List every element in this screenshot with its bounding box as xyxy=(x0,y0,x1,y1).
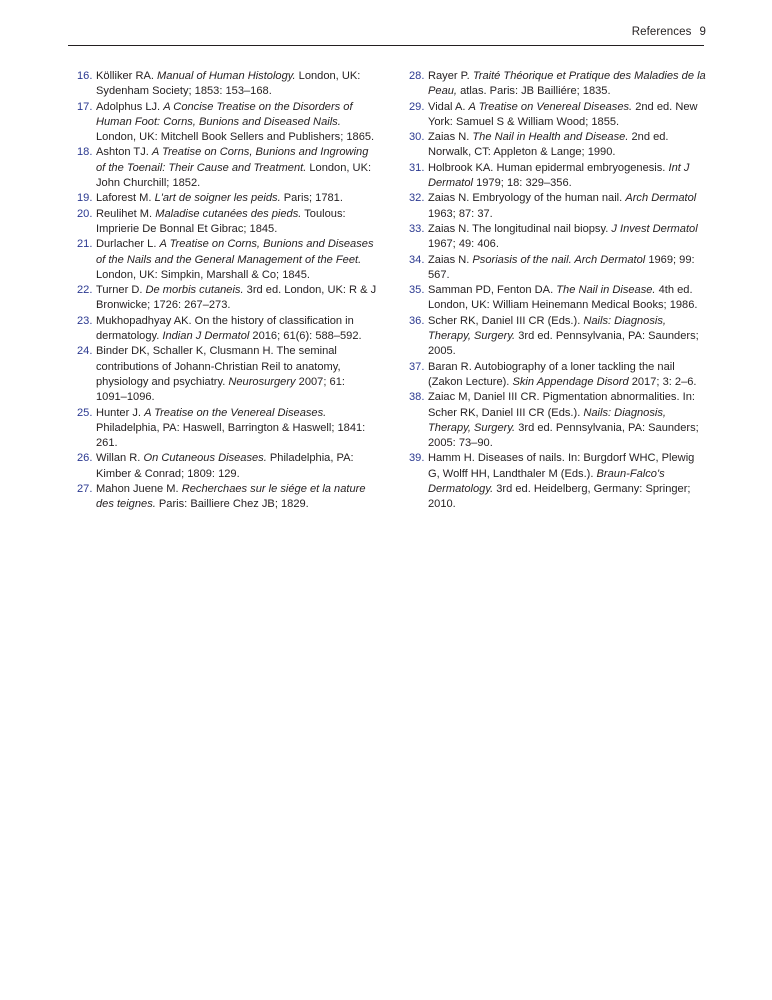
reference-title: A Treatise on Corns, Bunions and Ingrowing of the Toenail: Their Cause and Treatment. xyxy=(96,146,369,174)
reference-authors: Zaias N. xyxy=(428,253,473,266)
reference-authors: Scher RK, Daniel III CR (Eds.). xyxy=(428,314,584,327)
reference-item xyxy=(77,145,377,191)
reference-title: The Nail in Disease. xyxy=(556,284,656,297)
reference-publication: London, UK: Mitchell Book Sellers and Publishers; 1865. xyxy=(96,131,375,144)
reference-title: L'art de soigner les peids. xyxy=(154,192,281,205)
reference-number[interactable]: 24. xyxy=(77,345,93,358)
reference-item xyxy=(409,130,709,161)
reference-publication: 1963; 87: 37. xyxy=(428,207,493,220)
reference-item xyxy=(409,451,709,512)
reference-publication: 2nd ed. Norwalk, CT: Appleton & Lange; 1990. xyxy=(428,131,669,159)
reference-item xyxy=(409,100,709,131)
reference-title: Recherchaes sur le siége et la nature des teignes. xyxy=(96,483,366,511)
reference-authors: Zaias N. xyxy=(428,131,473,144)
reference-title: Manual of Human Histology. xyxy=(157,70,296,82)
section-title: References xyxy=(631,26,692,38)
reference-item xyxy=(409,390,709,451)
reference-title: J Invest Dermatol xyxy=(611,222,698,235)
reference-authors: Vidal A. xyxy=(428,100,469,113)
reference-number[interactable]: 18. xyxy=(77,146,93,159)
reference-title: Int J Dermatol xyxy=(428,161,690,190)
reference-publication: Paris; 1781. xyxy=(280,192,343,205)
reference-authors: Zaiac M, Daniel III CR. Pigmentation abnormalities. In: Scher RK, Daniel III CR (Eds.). xyxy=(428,391,695,419)
reference-item xyxy=(77,100,377,146)
reference-number[interactable]: 23. xyxy=(77,314,93,327)
reference-publication: atlas. Paris: JB Bailliére; 1835. xyxy=(457,85,611,98)
reference-number[interactable]: 19. xyxy=(77,192,93,205)
reference-authors: Baran R. Autobiography of a loner tackling the nail (Zakon Lecture). xyxy=(428,360,675,388)
reference-title: Nails: Diagnosis, Therapy, Surgery. xyxy=(428,314,666,343)
reference-publication: Philadelphia, PA: Haswell, Barrington & Haswell; 1841: 261. xyxy=(96,421,366,450)
reference-title: Maladise cutanées des pieds. xyxy=(155,207,302,220)
reference-number[interactable]: 25. xyxy=(77,406,93,419)
reference-authors: Willan R. xyxy=(96,452,144,465)
reference-publication: 1969; 99: 567. xyxy=(428,253,695,281)
reference-title: A Treatise on Corns, Bunions and Diseases of the Nails and the General Management of the Feet. xyxy=(96,238,374,266)
reference-number[interactable]: 29. xyxy=(409,100,425,113)
reference-item xyxy=(409,360,709,391)
reference-title: Traité Théorique et Pratique des Maladies de la Peau, xyxy=(428,70,706,98)
reference-number[interactable]: 37. xyxy=(409,360,425,373)
reference-publication: London, UK: Sydenham Society; 1853: 153–168. xyxy=(96,70,361,98)
reference-title: Neurosurgery xyxy=(228,375,296,388)
reference-item xyxy=(77,406,377,452)
reference-number[interactable]: 27. xyxy=(77,483,93,496)
reference-number[interactable]: 34. xyxy=(409,253,425,266)
reference-title: A Treatise on the Venereal Diseases. xyxy=(144,406,327,419)
reference-publication: 4th ed. London, UK: William Heinemann Medical Books; 1986. xyxy=(428,284,698,312)
reference-title: Skin Appendage Disord xyxy=(512,375,629,388)
reference-number[interactable]: 20. xyxy=(77,207,93,220)
reference-title: A Treatise on Venereal Diseases. xyxy=(468,100,633,113)
reference-publication: London, UK: Simpkin, Marshall & Co; 1845. xyxy=(96,268,310,281)
reference-authors: Samman PD, Fenton DA. xyxy=(428,284,557,297)
reference-item xyxy=(77,283,377,314)
reference-item xyxy=(77,191,377,206)
reference-number[interactable]: 35. xyxy=(409,284,425,297)
reference-authors: Hamm H. Diseases of nails. In: Burgdorf WHC, Plewig G, Wolff HH, Landthaler M (Eds.). xyxy=(428,452,695,480)
reference-number[interactable]: 28. xyxy=(409,70,425,82)
reference-publication: 3rd ed. Pennsylvania, PA: Saunders; 2005: 73–90. xyxy=(428,421,699,450)
reference-publication: 2007; 61: 1091–1096. xyxy=(96,375,345,404)
reference-number[interactable]: 38. xyxy=(409,391,425,404)
reference-item xyxy=(409,283,709,314)
reference-item xyxy=(77,207,377,238)
reference-number[interactable]: 39. xyxy=(409,452,425,465)
reference-publication: 3rd ed. London, UK: R & J Bronwicke; 1726: 267–273. xyxy=(96,284,377,312)
reference-title: Indian J Dermatol xyxy=(162,330,250,343)
reference-title: Nails: Diagnosis, Therapy, Surgery. xyxy=(428,406,666,434)
reference-authors: Zaias N. The longitudinal nail biopsy. xyxy=(428,222,612,235)
reference-authors: Ashton TJ. xyxy=(96,146,152,159)
reference-title: On Cutaneous Diseases. xyxy=(143,452,267,465)
reference-number[interactable]: 21. xyxy=(77,238,93,251)
reference-number[interactable]: 32. xyxy=(409,192,425,205)
reference-publication: 2nd ed. New York: Samuel S & William Wood; 1855. xyxy=(428,100,698,128)
reference-item xyxy=(409,314,709,360)
reference-item xyxy=(409,253,709,284)
reference-number[interactable]: 26. xyxy=(77,452,93,465)
reference-item xyxy=(77,237,377,283)
reference-publication: 2017; 3: 2–6. xyxy=(628,375,697,388)
reference-item xyxy=(77,482,377,513)
reference-authors: Hunter J. xyxy=(96,406,145,419)
reference-publication: London, UK: John Churchill; 1852. xyxy=(96,161,372,190)
reference-authors: Mahon Juene M. xyxy=(96,483,182,496)
reference-authors: Reulihet M. xyxy=(96,207,156,220)
reference-item xyxy=(409,191,709,222)
reference-authors: Turner D. xyxy=(96,284,146,297)
reference-title: Braun-Falco's Dermatology. xyxy=(428,467,665,496)
reference-item xyxy=(409,222,709,253)
reference-number[interactable]: 22. xyxy=(77,284,93,297)
reference-authors: Rayer P. xyxy=(428,70,473,82)
running-header xyxy=(632,26,706,38)
reference-authors: Durlacher L. xyxy=(96,238,160,251)
reference-item xyxy=(77,451,377,482)
reference-publication: 3rd ed. Pennsylvania, PA: Saunders; 2005. xyxy=(428,330,699,358)
reference-list-right xyxy=(409,69,709,513)
reference-item xyxy=(77,69,377,100)
reference-publication: Philadelphia, PA: Kimber & Conrad; 1809: 129. xyxy=(96,452,354,480)
reference-title: Psoriasis of the nail. Arch Dermatol xyxy=(472,253,646,266)
reference-publication: Paris: Bailliere Chez JB; 1829. xyxy=(155,498,309,511)
reference-title: De morbis cutaneis. xyxy=(145,284,244,297)
reference-item xyxy=(409,161,709,192)
reference-publication: 1979; 18: 329–356. xyxy=(473,177,572,190)
reference-item xyxy=(409,69,709,100)
reference-publication: 1967; 49: 406. xyxy=(428,238,499,251)
reference-publication: 3rd ed. Heidelberg, Germany: Springer; 2010. xyxy=(428,483,691,511)
reference-title: A Concise Treatise on the Disorders of Human Foot: Corns, Bunions and Diseased Nails. xyxy=(96,100,353,128)
reference-authors: Mukhopadhyay AK. On the history of classification in dermatology. xyxy=(96,314,354,343)
reference-number[interactable]: 16. xyxy=(77,70,93,82)
reference-list-left xyxy=(77,69,377,513)
reference-title: The Nail in Health and Disease. xyxy=(472,131,629,144)
reference-authors: Adolphus LJ. xyxy=(96,100,164,113)
reference-number[interactable]: 30. xyxy=(409,131,425,144)
reference-number[interactable]: 17. xyxy=(77,100,93,113)
reference-authors: Kölliker RA. xyxy=(96,70,158,82)
reference-number[interactable]: 36. xyxy=(409,314,425,327)
reference-publication: Toulous: Imprierie De Bonnal Et Gibrac; 1845. xyxy=(96,207,346,235)
reference-authors: Zaias N. Embryology of the human nail. xyxy=(428,192,626,205)
reference-number[interactable]: 31. xyxy=(409,161,425,174)
header-rule xyxy=(68,45,704,46)
page-number: 9 xyxy=(699,26,706,38)
reference-authors: Holbrook KA. Human epidermal embryogenesis. xyxy=(428,161,669,174)
reference-authors: Binder DK, Schaller K, Clusmann H. The seminal contributions of Johann-Christian Reil to anatomy, physiology and psychiatry. xyxy=(96,345,341,388)
reference-authors: Laforest M. xyxy=(96,192,155,205)
reference-item xyxy=(77,344,377,405)
reference-title: Arch Dermatol xyxy=(625,192,697,205)
reference-item xyxy=(77,314,377,345)
reference-publication: 2016; 61(6): 588–592. xyxy=(249,330,362,343)
reference-number[interactable]: 33. xyxy=(409,222,425,235)
